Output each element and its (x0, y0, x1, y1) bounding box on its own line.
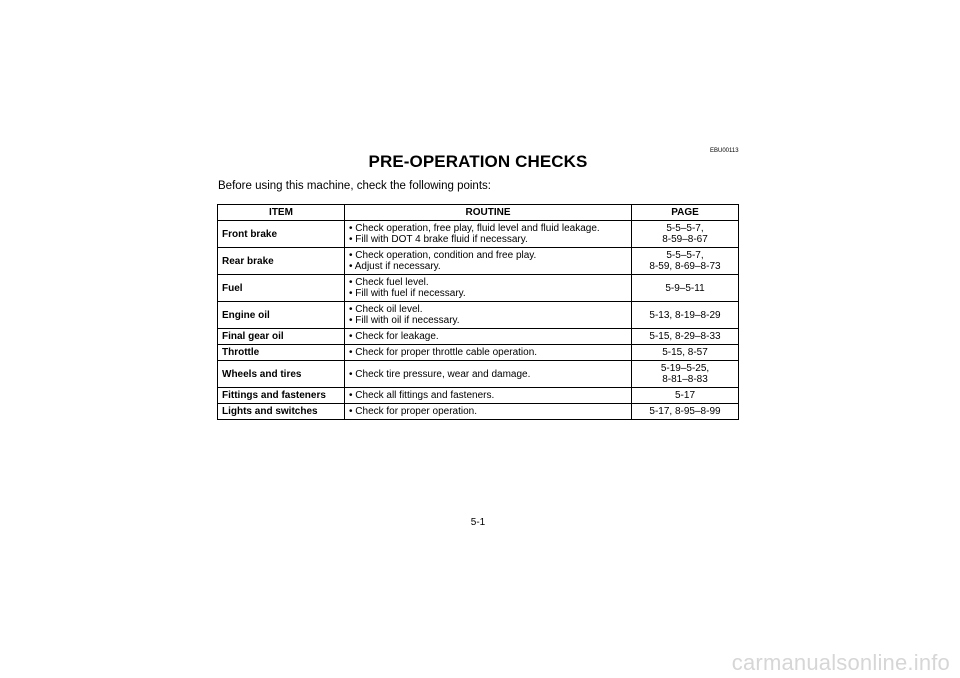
page-ref-line: 5-17 (674, 390, 695, 401)
routine-line: • Fill with fuel if necessary. (349, 288, 466, 299)
routine-line: • Check for leakage. (349, 331, 439, 342)
document-code: EBU00113 (710, 148, 739, 154)
routine-line: • Check operation, free play, fluid level and fluid leakage. (349, 223, 600, 234)
table-row (218, 361, 739, 388)
pre-operation-checks-table (217, 204, 739, 420)
page-title: PRE-OPERATION CHECKS (368, 152, 588, 171)
routine-line: • Fill with oil if necessary. (349, 315, 460, 326)
table-row (218, 345, 739, 361)
table-row (218, 302, 739, 329)
item-cell: Throttle (218, 345, 345, 361)
page-cell (632, 302, 739, 329)
routine-line: • Check all fittings and fasteners. (349, 390, 495, 401)
item-cell: Rear brake (218, 248, 345, 275)
page-cell (632, 345, 739, 361)
page-cell (632, 388, 739, 404)
routine-line: • Check operation, condition and free play. (349, 250, 537, 261)
table-row (218, 404, 739, 420)
routine-cell (345, 248, 632, 275)
table-row (218, 248, 739, 275)
page-ref-line: 5-19–5-25, (660, 363, 710, 374)
item-cell: Fuel (218, 275, 345, 302)
routine-cell (345, 388, 632, 404)
item-cell: Lights and switches (218, 404, 345, 420)
routine-line: • Check for proper throttle cable operation. (349, 347, 538, 358)
page-ref-line: 5-5–5-7, (666, 223, 704, 234)
table-header-row (218, 205, 739, 221)
page-ref-line: 5-9–5-11 (665, 282, 705, 294)
page-cell (632, 248, 739, 275)
table-row (218, 221, 739, 248)
page-ref-line: 5-17, 8-95–8-99 (649, 406, 721, 417)
intro-text: Before using this machine, check the following points: (218, 180, 491, 192)
routine-line: • Check oil level. (349, 304, 423, 315)
page-cell (632, 404, 739, 420)
page-cell (632, 275, 739, 302)
page-ref-line: 8-59–8-67 (662, 234, 708, 245)
page-cell (632, 361, 739, 388)
routine-cell (345, 404, 632, 420)
item-cell: Wheels and tires (218, 361, 345, 388)
table-row (218, 388, 739, 404)
routine-cell (345, 361, 632, 388)
page-cell (632, 329, 739, 345)
routine-cell (345, 345, 632, 361)
page-ref-line: 5-15, 8-29–8-33 (649, 331, 721, 342)
page-ref-line: 8-81–8-83 (662, 374, 708, 385)
page-ref-line: 5-13, 8-19–8-29 (649, 309, 721, 321)
routine-cell (345, 275, 632, 302)
item-cell: Front brake (218, 221, 345, 248)
routine-line: • Check for proper operation. (349, 406, 478, 417)
item-cell: Final gear oil (218, 329, 345, 345)
item-cell: Engine oil (218, 302, 345, 329)
routine-line: • Check fuel level. (349, 277, 429, 288)
page-cell (632, 221, 739, 248)
table-row (218, 329, 739, 345)
routine-line: • Adjust if necessary. (349, 261, 441, 272)
table-row (218, 275, 739, 302)
page-number: 5-1 (470, 517, 486, 528)
routine-cell (345, 221, 632, 248)
page-ref-line: 5-5–5-7, (666, 250, 704, 261)
routine-line: • Fill with DOT 4 brake fluid if necessary. (349, 234, 528, 245)
column-header-page: PAGE (632, 205, 739, 221)
item-cell: Fittings and fasteners (218, 388, 345, 404)
routine-cell (345, 329, 632, 345)
column-header-routine: ROUTINE (345, 205, 632, 221)
routine-cell (345, 302, 632, 329)
column-header-item: ITEM (218, 205, 345, 221)
watermark: carmanualsonline.info (731, 650, 950, 675)
routine-line: • Check tire pressure, wear and damage. (349, 368, 531, 380)
page-ref-line: 5-15, 8-57 (662, 347, 708, 358)
table-body (218, 221, 739, 420)
page-ref-line: 8-59, 8-69–8-73 (649, 261, 721, 272)
